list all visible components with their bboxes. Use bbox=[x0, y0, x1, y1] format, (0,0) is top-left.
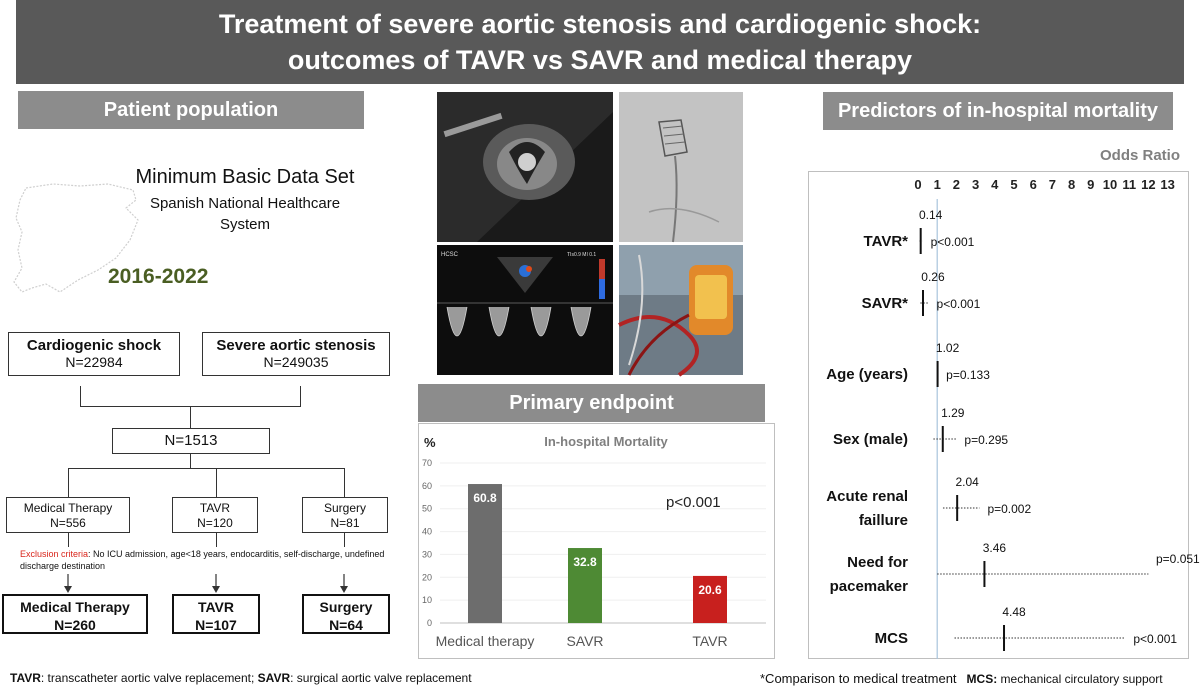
or-tick-label: 1 bbox=[933, 177, 941, 192]
tavr-abbr-text: : transcatheter aortic valve replacement; bbox=[40, 671, 258, 685]
exclusion-criteria-title: Exclusion criteria bbox=[20, 549, 89, 559]
final-medical-box bbox=[2, 594, 148, 634]
cardiogenic-shock-n: N=22984 bbox=[65, 354, 123, 370]
mortality-bar-chart bbox=[418, 423, 775, 659]
y-tick-label: 60 bbox=[421, 480, 432, 491]
odds-ratio-axis-title: Odds Ratio bbox=[1100, 147, 1181, 164]
aortic-stenosis-n: N=249035 bbox=[263, 354, 329, 370]
patient-population-header: Patient population bbox=[18, 91, 364, 129]
group-tavr-box bbox=[172, 497, 258, 533]
p-value-label: p<0.001 bbox=[1133, 632, 1178, 646]
or-value-label: 0.14 bbox=[919, 208, 943, 222]
or-tick-label: 2 bbox=[952, 177, 961, 192]
or-tick-label: 6 bbox=[1029, 177, 1037, 192]
final-medical-n: N=260 bbox=[54, 617, 96, 633]
tavr-abbr: TAVR bbox=[10, 671, 41, 685]
or-tick-label: 13 bbox=[1160, 177, 1175, 192]
p-value-label: p=0.051 bbox=[1156, 552, 1200, 566]
echo-label-2: TIs0.9 MI 0.1 bbox=[567, 252, 597, 258]
y-tick-label: 30 bbox=[421, 549, 432, 560]
final-tavr-box bbox=[172, 594, 260, 634]
or-value-label: 2.04 bbox=[955, 475, 979, 489]
data-source-title: Minimum Basic Data Set bbox=[135, 166, 355, 188]
mcs-abbr: MCS: bbox=[966, 672, 998, 686]
mcs-footnote-text: mechanical circulatory support bbox=[997, 672, 1163, 686]
savr-abbr-text: : surgical aortic valve replacement bbox=[290, 671, 472, 685]
p-value-label: p<0.001 bbox=[930, 235, 975, 249]
echo-label-1: HCSC bbox=[441, 252, 459, 258]
total-n-box: N=1513 bbox=[112, 428, 270, 454]
doppler-echo-image bbox=[437, 245, 613, 375]
comparison-footnote: *Comparison to medical treatment bbox=[760, 671, 957, 686]
p-value-label: p<0.001 bbox=[936, 297, 981, 311]
connector-line bbox=[216, 533, 217, 547]
or-tick-label: 11 bbox=[1122, 177, 1137, 192]
group-medical-box bbox=[6, 497, 130, 533]
connector-line bbox=[344, 468, 345, 497]
final-tavr-label: TAVR bbox=[197, 599, 235, 615]
or-tick-label: 8 bbox=[1067, 177, 1076, 192]
fluoroscopy-image bbox=[619, 92, 743, 242]
predictor-label: TAVR* bbox=[863, 233, 908, 250]
connector-line bbox=[68, 468, 344, 469]
connector-line bbox=[80, 386, 81, 406]
predictor-label: Need for bbox=[847, 554, 908, 571]
or-value-label: 0.26 bbox=[921, 270, 945, 284]
group-medical-label: Medical Therapy bbox=[23, 501, 113, 515]
x-category-label: TAVR bbox=[692, 633, 728, 649]
cardiogenic-shock-label: Cardiogenic shock bbox=[26, 337, 162, 354]
predictor-label: pacemaker bbox=[829, 578, 908, 595]
cardiogenic-shock-box bbox=[8, 332, 180, 376]
connector-line bbox=[344, 533, 345, 547]
y-tick-label: 70 bbox=[421, 458, 432, 468]
y-tick-label: 50 bbox=[421, 503, 432, 514]
predictor-label: SAVR* bbox=[861, 295, 908, 312]
predictor-label: faillure bbox=[858, 512, 908, 529]
or-tick-label: 4 bbox=[991, 177, 999, 192]
p-value-label: p=0.133 bbox=[946, 368, 990, 382]
or-tick-label: 9 bbox=[1087, 177, 1095, 192]
savr-abbr: SAVR bbox=[257, 671, 291, 685]
aortic-stenosis-label: Severe aortic stenosis bbox=[216, 337, 376, 354]
or-tick-label: 10 bbox=[1102, 177, 1118, 192]
or-value-label: 4.48 bbox=[1002, 605, 1026, 619]
predictors-header: Predictors of in-hospital mortality bbox=[823, 92, 1173, 130]
aortic-stenosis-box bbox=[202, 332, 390, 376]
bar-value-label: 20.6 bbox=[698, 582, 722, 597]
p-value-label: p=0.295 bbox=[964, 433, 1009, 447]
predictor-label: Age (years) bbox=[826, 366, 908, 383]
connector-line bbox=[190, 406, 191, 428]
connector-line bbox=[68, 533, 69, 547]
final-surgery-box bbox=[302, 594, 390, 634]
forest-plot bbox=[808, 171, 1200, 659]
title-line-2: outcomes of TAVR vs SAVR and medical therapy bbox=[287, 45, 913, 75]
predictor-label: MCS bbox=[874, 630, 908, 647]
data-source-subtitle bbox=[120, 193, 370, 235]
p-value-annotation: p<0.001 bbox=[666, 494, 721, 511]
final-surgery-n: N=64 bbox=[329, 617, 363, 633]
y-tick-label: 40 bbox=[421, 526, 432, 537]
group-medical-n: N=556 bbox=[50, 516, 86, 530]
or-tick-label: 7 bbox=[1048, 177, 1057, 192]
final-tavr-n: N=107 bbox=[195, 617, 237, 633]
or-tick-label: 12 bbox=[1141, 177, 1156, 192]
data-source-line-1: Spanish National Healthcare bbox=[149, 195, 341, 212]
x-category-label: SAVR bbox=[566, 633, 604, 649]
group-tavr-n: N=120 bbox=[197, 516, 233, 530]
group-surgery-label: Surgery bbox=[323, 501, 367, 515]
or-value-label: 3.46 bbox=[982, 541, 1007, 555]
y-unit-label: % bbox=[424, 435, 436, 450]
or-tick-label: 3 bbox=[971, 177, 980, 192]
y-tick-label: 20 bbox=[421, 572, 432, 583]
tee-valve-image bbox=[437, 92, 613, 242]
or-tick-label: 5 bbox=[1010, 177, 1018, 192]
group-surgery-n: N=81 bbox=[330, 516, 360, 530]
y-tick-label: 0 bbox=[426, 618, 432, 628]
primary-endpoint-header: Primary endpoint bbox=[418, 384, 765, 422]
or-value-label: 1.02 bbox=[935, 341, 960, 355]
final-surgery-label: Surgery bbox=[319, 599, 373, 615]
exclusion-criteria bbox=[20, 548, 400, 572]
chart-title: In-hospital Mortality bbox=[544, 434, 668, 449]
bar-value-label: 32.8 bbox=[573, 555, 597, 570]
study-years: 2016-2022 bbox=[108, 265, 209, 288]
connector-line bbox=[216, 468, 217, 497]
abbreviations-footer bbox=[10, 671, 472, 685]
y-tick-label: 10 bbox=[421, 595, 432, 606]
predictors-footnote bbox=[760, 671, 1163, 686]
data-source-line-2: System bbox=[219, 216, 270, 233]
ecmo-device-image bbox=[619, 245, 743, 375]
p-value-label: p=0.002 bbox=[987, 502, 1032, 516]
x-category-label: Medical therapy bbox=[435, 633, 535, 649]
final-medical-label: Medical Therapy bbox=[20, 599, 130, 615]
group-surgery-box bbox=[302, 497, 388, 533]
group-tavr-label: TAVR bbox=[199, 501, 231, 515]
connector-line bbox=[300, 386, 301, 406]
title-line-1: Treatment of severe aortic stenosis and cardiogenic shock: bbox=[218, 9, 982, 39]
predictor-label: Sex (male) bbox=[832, 431, 908, 448]
or-value-label: 1.29 bbox=[941, 406, 965, 420]
bar-value-label: 60.8 bbox=[473, 491, 497, 506]
predictor-label: Acute renal bbox=[826, 488, 908, 505]
exclusion-criteria-text: : No ICU admission, age<18 years, endocarditis, self-discharge, undefined discharge destination bbox=[20, 549, 385, 571]
connector-line bbox=[68, 468, 69, 497]
title-banner bbox=[16, 0, 1184, 84]
or-tick-label: 0 bbox=[914, 177, 922, 192]
connector-line bbox=[190, 454, 191, 468]
flow-arrows bbox=[0, 572, 400, 594]
